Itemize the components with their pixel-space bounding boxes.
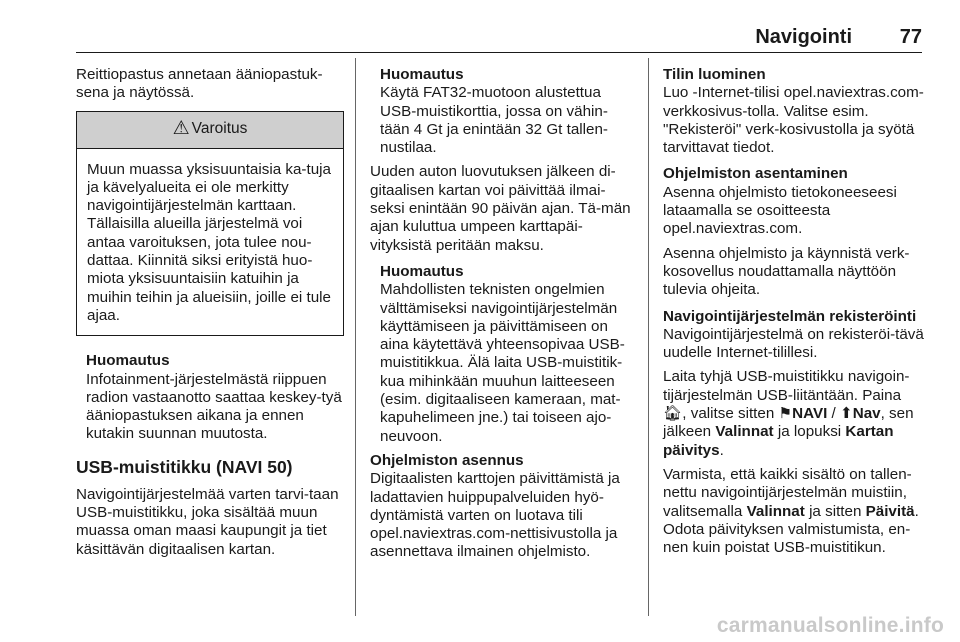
column-1	[76, 66, 344, 559]
map-update-label: Kartan päivitys	[663, 423, 894, 459]
page-header	[76, 22, 922, 52]
nav-label: Nav	[852, 405, 881, 423]
note-block-2	[370, 263, 632, 446]
flag-icon: ⚑	[778, 405, 793, 423]
home-icon: 🏠︎	[663, 405, 683, 423]
page-number: 77	[899, 26, 922, 48]
intro-paragraph: Reittiopastus annetaan ääniopastuk-sena ja näytössä.	[76, 66, 323, 102]
warning-box	[76, 111, 344, 337]
warning-title: Varoitus	[191, 120, 248, 138]
nav-arrow-icon: ⬆	[840, 405, 853, 423]
navi-label: NAVI	[792, 405, 828, 423]
note-heading: Huomautus	[380, 262, 464, 280]
setup-body-1: Asenna ohjelmisto tietokoneeseesi lataamalla se osoitteesta opel.naviextras.com.	[663, 183, 897, 238]
account-body: Luo -Internet-tilisi opel.naviextras.com-verkkosivus-tolla. Valitse esim. "Rekisteröi" verk-kosivustolla ja syötä tarvittavat tiedot.	[663, 84, 924, 157]
install-body: Digitaalisten karttojen päivittämistä ja ladattavien huippupalveluiden hyö-dyntämistä varten on luotava tili opel.naviextras.com-nettisivustolla ja asennettava ilmainen ohjelmisto.	[370, 470, 620, 561]
note-block	[76, 352, 344, 443]
column-divider	[355, 58, 356, 616]
column-3	[663, 66, 925, 557]
verify-paragraph: Varmista, että kaikki sisältö on tallen-nettu navigointijärjestelmän muistiin, valitsemalla Valinnat ja sitten Päivitä. Odota päivityksen valmistumista, en-nen kuin poistat USB-muistitikun.	[663, 465, 919, 557]
update-label: Päivitä	[865, 502, 915, 520]
install-heading: Ohjelmiston asennus	[370, 451, 524, 469]
register-heading: Navigointijärjestelmän rekisteröinti	[663, 307, 917, 325]
warning-header	[77, 112, 343, 149]
setup-heading: Ohjelmiston asentaminen	[663, 165, 848, 183]
warning-triangle-icon: ⚠	[172, 118, 190, 140]
column-divider	[648, 58, 649, 616]
register-body: Navigointijärjestelmä on rekisteröi-tävä uudelle Internet-tilillesi.	[663, 325, 924, 362]
setup-body-2: Asenna ohjelmisto ja käynnistä verk-kosovellus noudattamalla näyttöön tulevia ohjeita.	[663, 244, 910, 299]
update-info-paragraph: Uuden auton luovutuksen jälkeen di-gitaalisen kartan voi päivittää ilmai-seksi enintään 90 päivän ajan. Tä-män ajan kuluttua umpeen karttapäi-vityksistä peritään maksu.	[370, 163, 631, 254]
note-heading: Huomautus	[86, 352, 170, 370]
section-body: Navigointijärjestelmää varten tarvi-taan USB-muistitikku, joka sisältää muun muassa oman maasi kaupungit ja tiet käsittävän digitaalisen kartan.	[76, 485, 339, 558]
note-heading: Huomautus	[380, 66, 464, 83]
note-block-1	[370, 66, 632, 157]
wait-text: Odota päivityksen valmistumista, en-nen kuin poistat USB-muistitikun.	[663, 520, 911, 557]
watermark: carmanualsonline.info	[716, 614, 944, 637]
options-label: Valinnat	[715, 423, 774, 441]
usb-instructions-paragraph: Laita tyhjä USB-muistitikku navigoin-tijärjestelmän USB-liitäntään. Paina 🏠︎, valitse sitten ⚑NAVI / ⬆Nav, sen jälkeen Valinnat ja lopuksi Kartan päivitys.	[663, 368, 914, 459]
options-label-2: Valinnat	[746, 502, 805, 520]
column-2	[370, 66, 632, 562]
note-body: Käytä FAT32-muotoon alustettua USB-muistikorttia, jossa on vähin-tään 4 Gt ja enintään 32 Gt tallen-nustilaa.	[380, 84, 608, 157]
section-heading: USB-muistitikku (NAVI 50)	[76, 456, 293, 477]
note-body: Mahdollisten teknisten ongelmien välttämiseksi navigointijärjestelmän käyttämiseen ja päivittämiseen on aina käytettävä yhteensopivaa USB-muistitikkua. Älä laita USB-muistitik-kua mihinkään muuhun laitteeseen (esim. digitaaliseen kameraan, mat-kapuhelimeen jne.) tai toiseen ajo-neuvoon.	[380, 281, 625, 445]
section-title: Navigointi	[755, 26, 852, 48]
warning-body: Muun muassa yksisuuntaisia ka-tuja ja kävelyalueita ei ole merkitty navigointijärjestelmän karttaan. Tällaisilla alueilla järjestelmä voi antaa varoituksen, jota tulee nou-dattaa. Kiinnitä siksi erityistä huo-miota yksisuuntaisiin katuihin ja muihin teihin ja alueisiin, joille ei tule ajaa.	[87, 160, 331, 324]
header-rule	[76, 52, 922, 53]
account-heading: Tilin luominen	[663, 66, 766, 83]
note-body: Infotainment-järjestelmästä riippuen radion vastaanotto saattaa keskey-tyä ääniopastuksen aikana ja ennen kutakin suunnan muutosta.	[86, 370, 342, 443]
